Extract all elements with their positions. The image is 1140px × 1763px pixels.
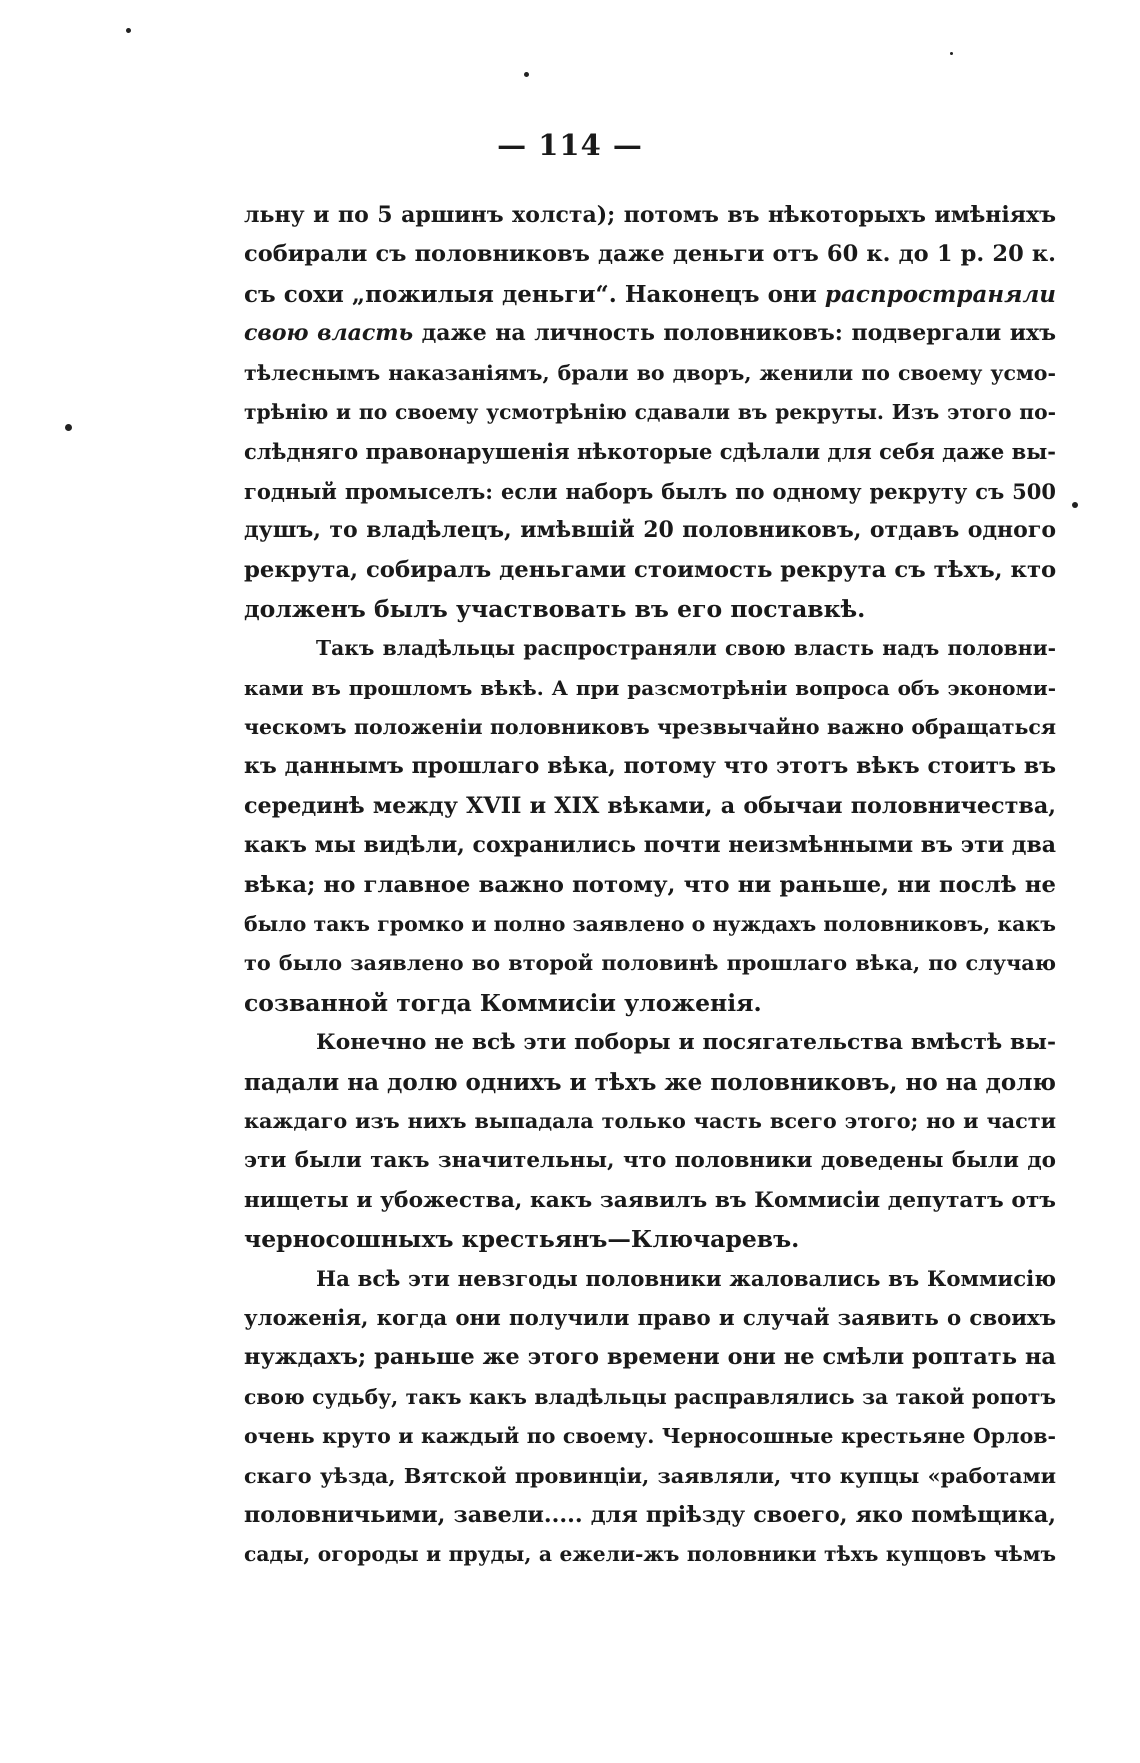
line-text: ками въ прошломъ вѣкѣ. А при разсмотрѣніи вопроса объ экономи-: [244, 675, 1056, 700]
text-line: [244, 590, 1056, 629]
page-number: — 114 —: [497, 128, 643, 162]
text-line: [244, 629, 1056, 668]
line-text: слѣдняго правонарушенія нѣкоторые сдѣлали для себя даже вы-: [244, 439, 1056, 465]
emphasis-text: распространяли: [824, 280, 1056, 308]
line-text: скаго уѣзда, Вятской провинціи, заявляли, что купцы «работами: [244, 1463, 1056, 1488]
line-text: каждаго изъ нихъ выпадала только часть всего этого; но и части: [244, 1108, 1056, 1133]
text-line: [244, 393, 1056, 432]
line-text: черносошныхъ крестьянъ—Ключаревъ.: [244, 1225, 800, 1254]
line-text: созванной тогда Коммисіи уложенія.: [244, 988, 762, 1017]
text-line: [244, 708, 1056, 747]
line-text: вѣка; но главное важно потому, что ни раньше, ни послѣ не: [244, 871, 1056, 898]
line-text: тѣлеснымъ наказаніямъ, брали во дворъ, женили по своему усмо-: [244, 360, 1056, 385]
text-line: [244, 1417, 1056, 1456]
text-line: [244, 747, 1056, 786]
line-text: собирали съ половниковъ даже деньги отъ 60 к. до 1 р. 20 к.: [244, 241, 1056, 268]
text-line: [244, 1338, 1056, 1377]
line-text: ческомъ положеніи половниковъ чрезвычайно важно обращаться: [244, 715, 1056, 740]
line-text: падали на долю однихъ и тѣхъ же половниковъ, но на долю: [244, 1068, 1056, 1096]
text-line: [244, 866, 1056, 905]
text-line: [244, 354, 1056, 393]
line-text: какъ мы видѣли, сохранились почти неизмѣнными въ эти два: [244, 832, 1056, 859]
line-text: эти были такъ значительны, что половники доведены были до: [244, 1148, 1056, 1174]
line-text: душъ, то владѣлецъ, имѣвшій 20 половниковъ, отдавъ одного: [244, 517, 1056, 544]
line-text: Конечно не всѣ эти поборы и посягательства вмѣстѣ вы-: [316, 1030, 1056, 1056]
line-text: долженъ былъ участвовать въ его поставкѣ.: [244, 594, 866, 623]
body-text: [244, 196, 1056, 1575]
emphasis-text: свою власть: [244, 320, 414, 347]
line-text: годный промыселъ: если наборъ былъ по одному рекруту съ 500: [244, 478, 1056, 504]
line-text: половничьими, завели..... для пріѣзду своего, яко помѣщика,: [244, 1501, 1056, 1528]
text-line: [244, 432, 1056, 471]
text-line: [244, 1535, 1056, 1574]
line-text: нищеты и убожества, какъ заявилъ въ Коммисіи депутатъ отъ: [244, 1187, 1056, 1213]
line-text: нуждахъ; раньше же этого времени они не смѣли роптать на: [244, 1344, 1056, 1371]
text-line: [244, 905, 1056, 944]
text-line: [244, 944, 1056, 983]
line-text: свою судьбу, такъ какъ владѣльцы расправлялись за такой ропотъ: [244, 1384, 1056, 1409]
text-line: [244, 1496, 1056, 1535]
text-line: [244, 472, 1056, 511]
text-line: [244, 1023, 1056, 1062]
text-line: [244, 787, 1056, 826]
text-line: [244, 275, 1056, 314]
line-text: очень круто и каждый по своему. Черносошные крестьяне Орлов-: [244, 1424, 1056, 1449]
text-line: [244, 314, 1056, 353]
text-line: [244, 551, 1056, 590]
text-line: [244, 1457, 1056, 1496]
line-text: рекрута, собиралъ деньгами стоимость рекрута съ тѣхъ, кто: [244, 556, 1056, 583]
scan-speck: [65, 424, 72, 431]
text-line: [244, 1063, 1056, 1102]
line-text: то было заявлено во второй половинѣ прошлаго вѣка, по случаю: [244, 951, 1056, 976]
text-line: [244, 1141, 1056, 1180]
text-line: [244, 984, 1056, 1023]
line-text: трѣнію и по своему усмотрѣнію сдавали въ рекруты. Изъ этого по-: [244, 399, 1056, 424]
line-text: было такъ громко и полно заявлено о нуждахъ половниковъ, какъ: [244, 912, 1056, 937]
text-line: [244, 1299, 1056, 1338]
text-line: [244, 196, 1056, 235]
scan-speck: [950, 52, 953, 55]
text-line: [244, 235, 1056, 274]
line-text: къ даннымъ прошлаго вѣка, потому что этотъ вѣкъ стоитъ въ: [244, 753, 1056, 780]
text-line: [244, 1181, 1056, 1220]
scan-speck: [126, 28, 131, 33]
text-line: [244, 1220, 1056, 1259]
scan-speck: [1072, 502, 1078, 508]
line-text: сады, огороды и пруды, а ежели-жъ половники тѣхъ купцовъ чѣмъ: [244, 1542, 1056, 1567]
text-line: [244, 1378, 1056, 1417]
text-line: [244, 826, 1056, 865]
text-line: [244, 511, 1056, 550]
scan-speck: [524, 72, 529, 77]
text-line: [244, 669, 1056, 708]
line-text: съ сохи „пожилыя деньги“. Наконецъ они: [244, 280, 825, 308]
line-text: льну и по 5 аршинъ холста); потомъ въ нѣкоторыхъ имѣніяхъ: [244, 202, 1056, 228]
line-text: серединѣ между XVII и XIX вѣками, а обычаи половничества,: [244, 792, 1056, 819]
line-text: Такъ владѣльцы распространяли свою власть надъ половни-: [316, 636, 1056, 661]
line-text: На всѣ эти невзгоды половники жаловались въ Коммисію: [316, 1266, 1056, 1292]
line-text: уложенія, когда они получили право и случай заявить о своихъ: [244, 1305, 1056, 1331]
text-line: [244, 1260, 1056, 1299]
line-text: даже на личность половниковъ: подвергали ихъ: [413, 320, 1056, 347]
text-line: [244, 1102, 1056, 1141]
